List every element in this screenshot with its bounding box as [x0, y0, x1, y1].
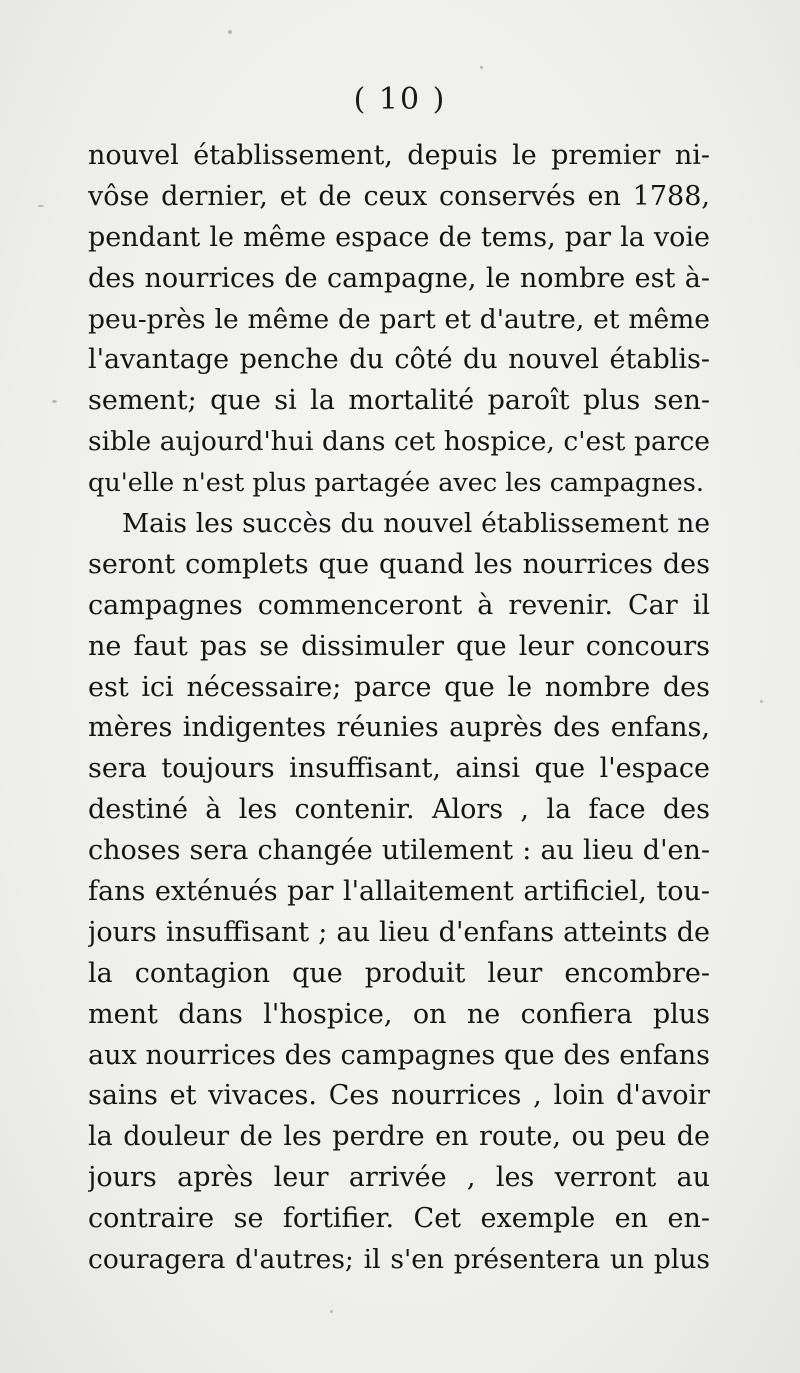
text-line: sains et vivaces. Ces nourrices , loin d'avoir	[88, 1080, 710, 1112]
text-line: est ici nécessaire; parce que le nombre des	[88, 671, 710, 703]
text-line: pendant le même espace de tems, par la voie	[88, 221, 710, 253]
page-number: ( 10 )	[353, 82, 447, 117]
text-line: campagnes commenceront à revenir. Car il	[88, 589, 710, 621]
text-line: la contagion que produit leur encombre-	[88, 957, 710, 989]
text-line: sera toujours insuffisant, ainsi que l'espace	[88, 753, 710, 785]
text-line: qu'elle n'est plus partagée avec les campagnes.	[88, 468, 704, 499]
paper-speck	[330, 1310, 333, 1313]
text-line: couragera d'autres; il s'en présentera un plus	[88, 1244, 710, 1276]
text-line: ment dans l'hospice, on ne confiera plus	[88, 998, 710, 1030]
text-line: contraire se fortifier. Cet exemple en en-	[88, 1203, 710, 1235]
text-line: Mais les succès du nouvel établissement ne	[122, 508, 710, 540]
paper-speck	[228, 30, 232, 34]
text-line: choses sera changée utilement : au lieu d'en-	[88, 835, 710, 867]
text-line: sible aujourd'hui dans cet hospice, c'est parce	[88, 426, 710, 458]
text-line: destiné à les contenir. Alors , la face des	[88, 794, 710, 826]
paper-speck	[480, 66, 483, 69]
text-line: l'avantage penche du côté du nouvel établis-	[88, 344, 710, 376]
text-line: seront complets que quand les nourrices des	[88, 548, 710, 580]
text-line: sement; que si la mortalité paroît plus sen-	[88, 385, 710, 417]
text-line: nouvel établissement, depuis le premier ni-	[88, 140, 710, 171]
text-line: la douleur de les perdre en route, ou peu de	[88, 1121, 710, 1153]
text-line: peu-près le même de part et d'autre, et même	[88, 303, 710, 335]
text-line: jours après leur arrivée , les verront au	[88, 1162, 710, 1194]
paper-speck	[38, 205, 44, 207]
body-text	[88, 136, 710, 1281]
paper-speck	[52, 400, 57, 403]
text-line: vôse dernier, et de ceux conservés en 1788,	[88, 180, 710, 212]
text-line: des nourrices de campagne, le nombre est à-	[88, 262, 710, 294]
text-line: aux nourrices des campagnes que des enfans	[88, 1039, 710, 1071]
text-line: mères indigentes réunies auprès des enfans,	[88, 712, 710, 744]
text-line: jours insuffisant ; au lieu d'enfans atteints de	[88, 916, 710, 948]
paper-speck	[760, 700, 763, 703]
text-line: ne faut pas se dissimuler que leur concours	[88, 630, 710, 662]
text-line: fans exténués par l'allaitement artificiel, tou-	[88, 876, 710, 908]
